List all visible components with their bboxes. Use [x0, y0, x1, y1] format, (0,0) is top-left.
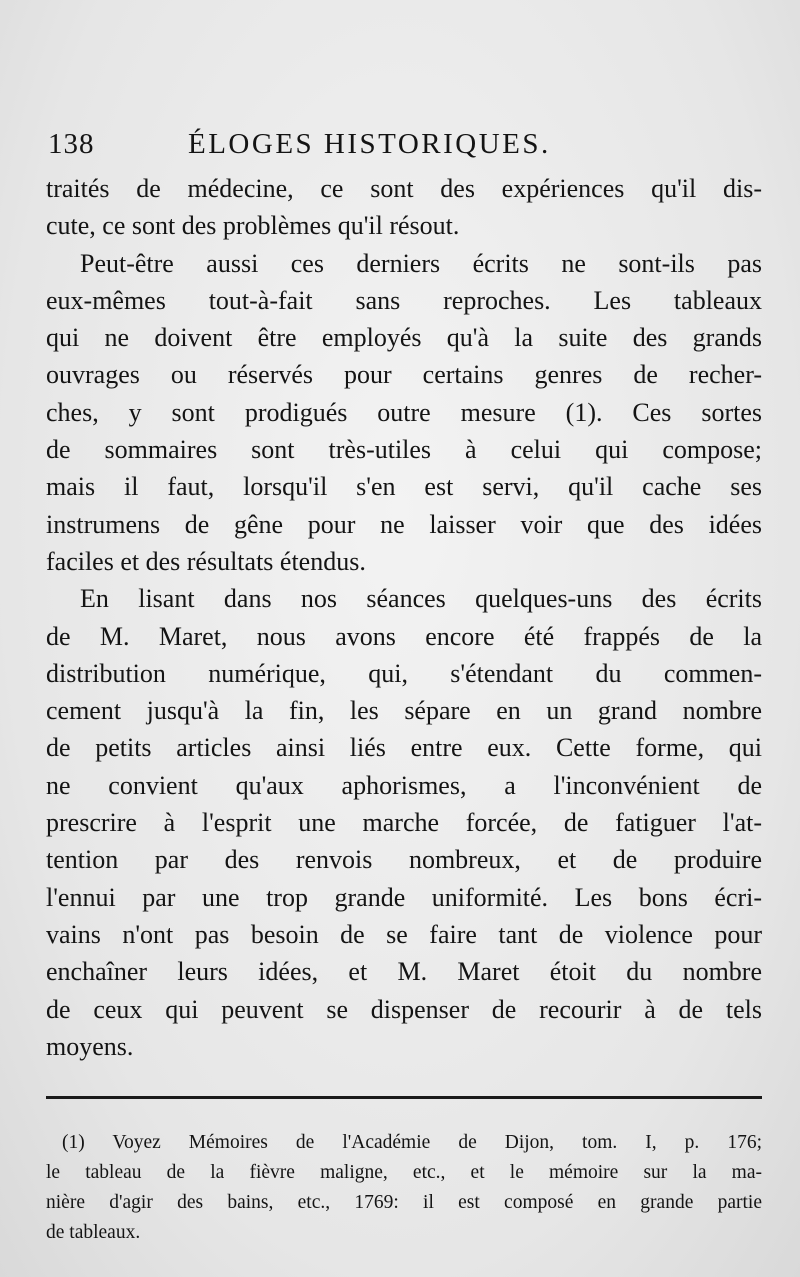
text-line: distribution numérique, qui, s'étendant du commen- [46, 658, 762, 688]
text-line: faciles et des résultats étendus. [46, 546, 366, 576]
footnote-line: nière d'agir des bains, etc., 1769: il est composé en grande partie [46, 1192, 762, 1213]
text-line: de petits articles ainsi liés entre eux. Cette forme, qui [46, 733, 762, 763]
text-line: de M. Maret, nous avons encore été frappés de la [46, 621, 762, 651]
body-text [46, 170, 762, 1065]
page-header [48, 128, 760, 168]
page-number: 138 [48, 128, 95, 160]
footnote [46, 1128, 762, 1248]
footnote-line: le tableau de la fièvre maligne, etc., et le mémoire sur la ma- [46, 1162, 762, 1183]
text-line: Peut-être aussi ces derniers écrits ne sont-ils pas [80, 248, 762, 278]
text-line: l'ennui par une trop grande uniformité. Les bons écri- [46, 882, 762, 912]
text-line: traités de médecine, ce sont des expériences qu'il dis- [46, 174, 762, 203]
text-line: de ceux qui peuvent se dispenser de recourir à de tels [46, 994, 762, 1024]
text-line: eux-mêmes tout-à-fait sans reproches. Les tableaux [46, 285, 762, 315]
text-line: prescrire à l'esprit une marche forcée, de fatiguer l'at- [46, 808, 762, 838]
text-line: ches, y sont prodigués outre mesure (1). Ces sortes [46, 397, 762, 427]
text-line: instrumens de gêne pour ne laisser voir que des idées [46, 509, 762, 539]
text-line: de sommaires sont très-utiles à celui qui compose; [46, 435, 762, 465]
text-line: qui ne doivent être employés qu'à la suite des grands [46, 323, 762, 353]
text-line: mais il faut, lorsqu'il s'en est servi, qu'il cache ses [46, 472, 762, 502]
footnote-divider [46, 1096, 762, 1099]
running-title: ÉLOGES HISTORIQUES. [188, 128, 551, 160]
footnote-line: (1) Voyez Mémoires de l'Académie de Dijon, tom. I, p. 176; [62, 1132, 762, 1153]
text-line: enchaîner leurs idées, et M. Maret étoit du nombre [46, 957, 762, 987]
text-line: cute, ce sont des problèmes qu'il résout. [46, 211, 460, 241]
text-line: cement jusqu'à la fin, les sépare en un grand nombre [46, 696, 762, 726]
text-line: ne convient qu'aux aphorismes, a l'inconvénient de [46, 770, 762, 800]
text-line: ouvrages ou réservés pour certains genres de recher- [46, 360, 762, 390]
text-line: moyens. [46, 1031, 134, 1061]
text-line: vains n'ont pas besoin de se faire tant de violence pour [46, 919, 762, 949]
text-line: En lisant dans nos séances quelques-uns des écrits [80, 584, 762, 614]
text-line: tention par des renvois nombreux, et de produire [46, 845, 762, 875]
footnote-line: de tableaux. [46, 1222, 141, 1243]
